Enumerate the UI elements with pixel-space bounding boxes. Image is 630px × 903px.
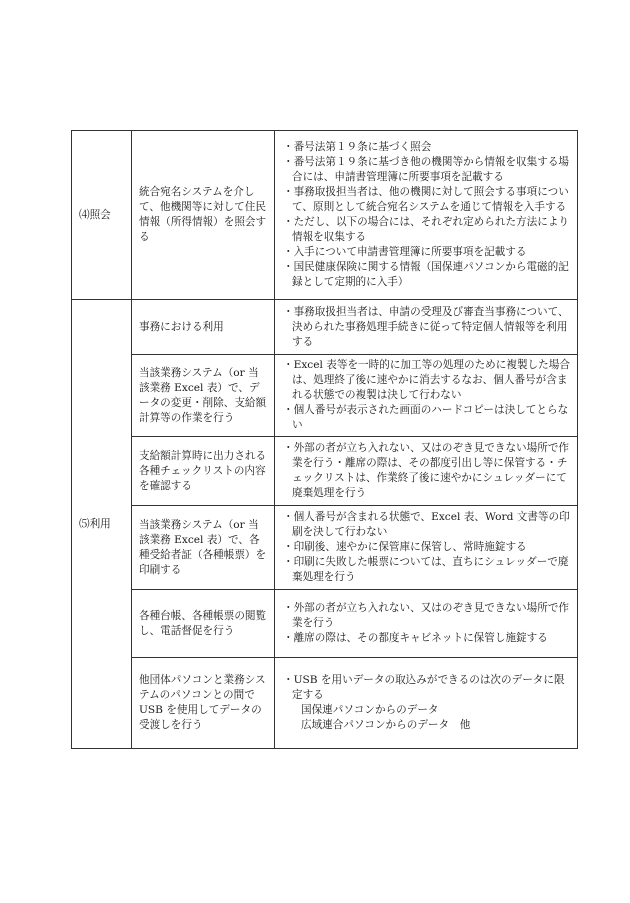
- task-cell: [132, 437, 275, 506]
- task-text: 他団体パソコンと業務システムのパソコンとの間で USB を使用してデータの受渡しを行う: [139, 674, 266, 731]
- task-text: 支給額計算時に出力される各種チェックリストの内容を確認する: [139, 449, 267, 492]
- task-text: 各種台帳、各種帳票の閲覧し、電話督促を行う: [139, 609, 267, 637]
- table-row: [72, 590, 578, 658]
- notes-cell: [275, 300, 578, 355]
- task-cell: [132, 506, 275, 590]
- note-item: ・番号法第１９条に基づく照会: [283, 141, 432, 153]
- task-cell: [132, 590, 275, 658]
- task-cell: [132, 658, 275, 749]
- note-item: ・事務取扱担当者は、申請の受理及び審査当事務について、決められた事務処理手続きに従って特定個人情報等を利用する: [283, 305, 569, 348]
- procedure-table: [71, 130, 578, 749]
- note-item: ・入手について申請書管理簿に所要事項を記載する: [283, 246, 527, 258]
- note-item: ・番号法第１９条に基づき他の機関等から情報を収集する場合には、申請書管理簿に所要事項を記載する: [283, 156, 570, 183]
- table-row: [72, 300, 578, 355]
- task-cell: [132, 355, 275, 437]
- notes-cell: [275, 506, 578, 590]
- task-text: 統合宛名システムを介して、他機関等に対して住民情報（所得情報）を照会する: [139, 186, 267, 243]
- task-cell: [132, 131, 275, 300]
- note-subitem: 国保連パソコンからのデータ: [301, 704, 439, 716]
- table-row: [72, 506, 578, 590]
- notes-cell: [275, 658, 578, 749]
- table-row: [72, 658, 578, 749]
- table-row: [72, 131, 578, 300]
- task-text: 事務における利用: [139, 320, 224, 333]
- note-item: ・個人番号が表示された画面のハードコピーは決してとらない: [283, 404, 569, 431]
- note-item: ・USB を用いデータの取込みができるのは次のデータに限定する: [283, 674, 565, 701]
- note-item: ・個人番号が含まれる状態で、Excel 表、Word 文書等の印刷を決して行わない: [283, 511, 570, 538]
- table-row: [72, 355, 578, 437]
- notes-cell: [275, 590, 578, 658]
- note-item: ・外部の者が立ち入れない、又はのぞき見できない場所で作業を行う: [283, 602, 570, 629]
- note-item: ・事務取扱担当者は、他の機関に対して照会する事項について、原則として統合宛名システムを通じて情報を入手する: [283, 186, 569, 213]
- note-item: ・ただし、以下の場合には、それぞれ定められた方法により情報を収集する: [283, 216, 570, 243]
- note-item: ・印刷に失敗した帳票については、直ちにシュレッダーで廃棄処理を行う: [283, 556, 569, 583]
- notes-cell: [275, 355, 578, 437]
- table-row: [72, 437, 578, 506]
- task-cell: [132, 300, 275, 355]
- notes-cell: [275, 131, 578, 300]
- task-text: 当該業務システム（or 当該業務 Excel 表）で、各種受給者証（各種帳票）を印刷する: [139, 518, 267, 576]
- note-item: ・外部の者が立ち入れない、又はのぞき見できない場所で作業を行う・離席の際は、その都度引出し等に保管する・チェックリストは、作業終了後に速やかにシュレッダーにて廃棄処理を行う: [283, 442, 570, 499]
- note-subitem: 広域連合パソコンからのデータ 他: [301, 719, 471, 731]
- notes-cell: [275, 437, 578, 506]
- note-item: ・Excel 表等を一時的に加工等の処理のために複製した場合は、処理終了後に速やかに消去するなお、個人番号が含まれる状態での複製は決して行わない: [283, 359, 570, 401]
- note-item: ・離席の際は、その都度キャビネットに保管し施錠する: [283, 632, 548, 644]
- section-label: ⑸利用: [72, 300, 132, 749]
- task-text: 当該業務システム（or 当該業務 Excel 表）で、データの変更・削除、支給額計算等の作業を行う: [139, 366, 267, 424]
- note-item: ・印刷後、速やかに保管庫に保管し、常時施錠する: [283, 541, 527, 553]
- note-item: ・国民健康保険に関する情報（国保連パソコンから電磁的記録として定期的に入手）: [283, 261, 569, 288]
- section-label: ⑷照会: [72, 131, 132, 300]
